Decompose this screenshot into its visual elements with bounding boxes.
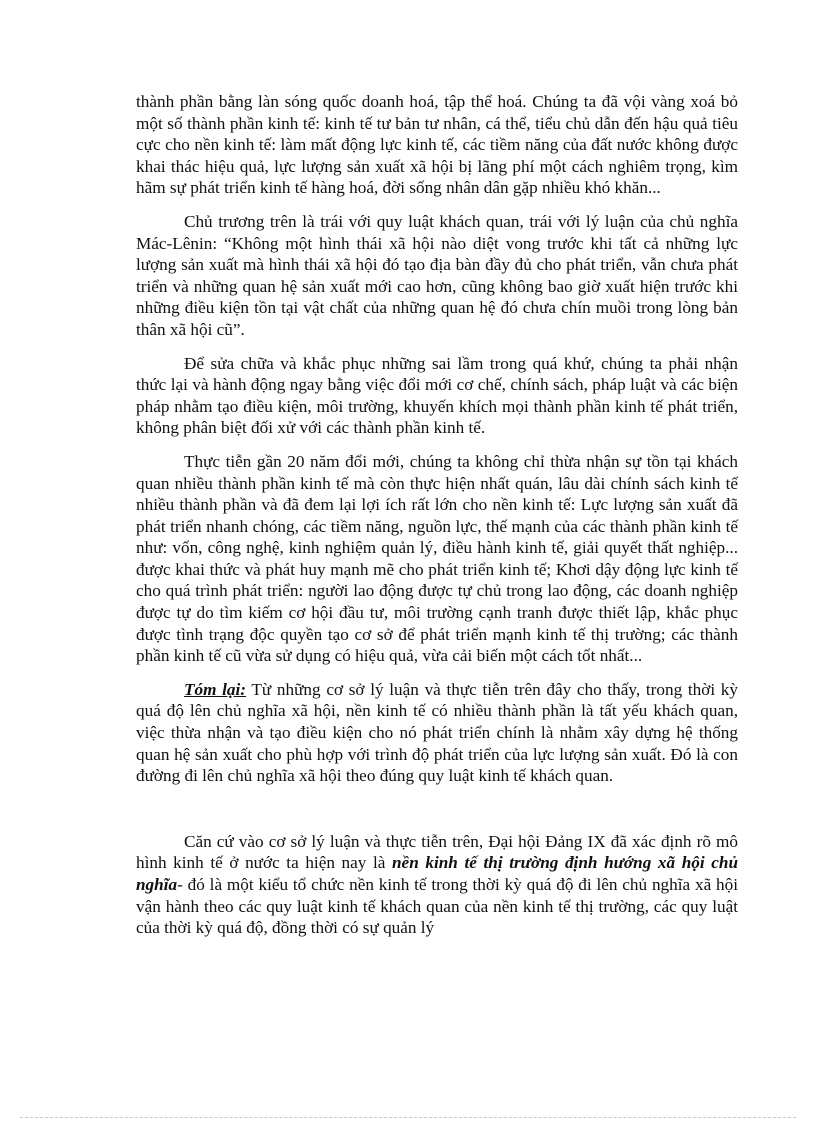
paragraph-6-end: - đó là một kiểu tổ chức nền kinh tế trong thời kỳ quá độ đi lên chủ nghĩa xã hội vận hành theo các quy luật kinh tế khách quan của nền kinh tế thị trường, các quy luật của thời kỳ quá độ, đồng thời có sự quản lý (136, 875, 738, 938)
paragraph-1: thành phần bằng làn sóng quốc doanh hoá, tập thể hoá. Chúng ta đã vội vàng xoá bỏ một số thành phần kinh tế: kinh tế tư bản tư nhân, cá thể, tiểu chủ dẫn đến hậu quả tiêu cực cho nền kinh tế: làm mất động lực kinh tế, các tiềm năng của đất nước không được khai thác hiệu quả, lực lượng sản xuất xã hội bị lãng phí một cách nghiêm trọng, kìm hãm sự phát triển kinh tế hàng hoá, đời sống nhân dân gặp nhiều khó khăn... (136, 92, 738, 198)
conclusion-lead: Tóm lại: (184, 679, 247, 699)
conclusion-body: Từ những cơ sở lý luận và thực tiễn trên đây cho thấy, trong thời kỳ quá độ lên chủ nghĩa xã hội, nền kinh tế có nhiều thành phần là tất yếu khách quan, việc thừa nhận và tạo điều kiện cho nó phát triển chính là nhằm xây dựng hệ thống quan hệ sản xuất cho phù hợp với trình độ phát triển của lực lượng sản xuất. Đó là con đường đi lên chủ nghĩa xã hội theo đúng quy luật kinh tế khách quan. (136, 679, 738, 786)
paragraph-2: Chủ trương trên là trái với quy luật khách quan, trái với lý luận của chủ nghĩa Mác-Lênin: “Không một hình thái xã hội nào diệt vong trước khi tất cả những lực lượng sản xuất mà hình thái xã hội đó tạo địa bàn đầy đủ cho phát triển, vẫn chưa phát triển và những quan hệ sản xuất mới cao hơn, cũng không bao giờ xuất hiện trước khi những điều kiện tồn tại vật chất của những quan hệ đó chưa chín muồi trong lòng bản thân xã hội cũ”. (136, 211, 738, 339)
paragraph-6-start: Căn cứ vào cơ sở lý luận và thực tiễn trên, Đại hội Đảng IX đã xác định rõ mô hình kinh tế ở nước ta hiện nay là (136, 831, 738, 873)
paragraph-3: Để sửa chữa và khắc phục những sai lầm trong quá khứ, chúng ta phải nhận thức lại và hành động ngay bằng việc đổi mới cơ chế, chính sách, pháp luật và các biện pháp nhằm tạo điều kiện, môi trường, khuyến khích mọi thành phần kinh tế phát triển, không phân biệt đối xử với các thành phần kinh tế. (136, 353, 738, 438)
document-page (136, 91, 738, 939)
paragraph-6 (136, 831, 738, 939)
page-break-line (20, 1117, 796, 1118)
paragraph-4: Thực tiễn gần 20 năm đổi mới, chúng ta không chỉ thừa nhận sự tồn tại khách quan nhiều thành phần kinh tế mà còn thực hiện nhất quán, lâu dài chính sách kinh tế nhiều thành phần và đã đem lại lợi ích rất lớn cho nền kinh tế: Lực lượng sản xuất đã phát triển nhanh chóng, các tiềm năng, nguồn lực, thế mạnh của các thành phần kinh tế như: vốn, công nghệ, kinh nghiệm quản lý, điều hành kinh tế, giải quyết thất nghiệp... được khai thức và phát huy mạnh mẽ cho phát triển kinh tế; Khơi dậy động lực kinh tế cho quá trình phát triển: người lao động được tự chủ trong lao động, các doanh nghiệp được tự do tìm kiếm cơ hội đầu tư, môi trường cạnh tranh được thiết lập, khắc phục được tình trạng độc quyền tạo cơ sở để phát triển mạnh kinh tế thị trường; các thành phần kinh tế cũ vừa sử dụng có hiệu quả, vừa cải biến một cách tốt nhất... (136, 451, 738, 666)
paragraph-6-emphasis: nền kinh tế thị trường định hướng xã hội chủ nghĩa (136, 853, 739, 894)
paragraph-conclusion (136, 679, 738, 787)
